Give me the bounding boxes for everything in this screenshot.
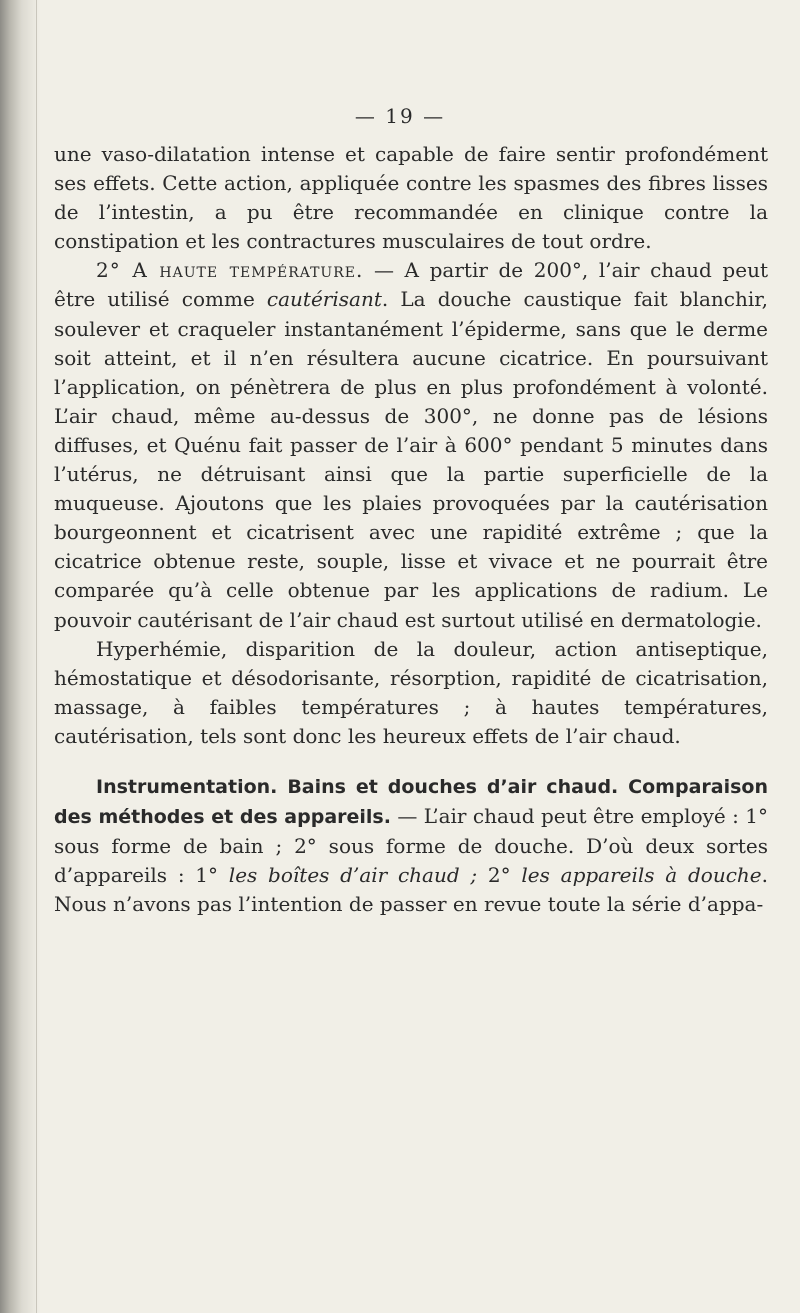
section-heading-instrumentation: Instrumentation. Bains et douches d’air chaud. Comparaison des méthodes et des appareils. bbox=[54, 775, 768, 829]
paragraph-4-italic-2: les appareils à douche bbox=[521, 863, 762, 888]
paragraph-3: Hyperhémie, disparition de la douleur, action antiseptique, hémostatique et désodorisante, résorption, rapidité de cicatrisation, massage, à faibles températures ; à hautes températures, cautérisation, tels sont donc les heureux effets de l’air chaud. bbox=[54, 636, 768, 748]
paragraph-2-text-a: — A partir de 200°, l’air chaud peut être utilisé comme bbox=[54, 258, 768, 312]
paragraph-1: une vaso-dilatation intense et capable de faire sentir profondément ses effets. Cette action, appliquée contre les spasmes des fibres lisses de l’intestin, a pu être recommandée en clinique contre la constipation et les contractures musculaires de tout ordre. bbox=[54, 142, 768, 254]
paragraph-2-text-b: . La douche caustique fait blanchir, soulever et craqueler instantanément l’épiderme, sans que le derme soit atteint, et il n’en résultera aucune cicatrice. En poursuivant l’application, on pénètrera de plus en plus profondément à volonté. L’air chaud, même au-dessus de 300°, ne donne pas de lésions diffuses, et Quénu fait passer de l’air à 600° pendant 5 minutes dans l’utérus, ne détruisant ainsi que la partie superficielle de la muqueuse. Ajoutons que les plaies provoquées par la cautérisation bourgeonnent et cicatrisent avec une rapidité extrême ; que la cicatrice obtenue reste, souple, lisse et vivace et ne pourrait être comparée qu’à celle obtenue par les applications de radium. Le pouvoir cautérisant de l’air chaud est surtout utilisé en dermatologie. bbox=[54, 287, 768, 632]
paragraph-4-text-a: — L’air chaud peut être employé : 1° sous forme de bain ; 2° sous forme de douche. D’où deux sortes d’appareils : 1° bbox=[54, 804, 768, 888]
paragraph-4 bbox=[54, 772, 768, 919]
paragraph-2-italic: cautérisant bbox=[266, 287, 382, 312]
paragraph-4-italic-1: les boîtes d’air chaud ; bbox=[228, 863, 478, 888]
paragraph-2 bbox=[54, 256, 768, 634]
page-number: — 19 — bbox=[354, 104, 446, 128]
section-heading-high-temperature: 2° A haute température. bbox=[96, 258, 364, 283]
binding-margin-line bbox=[36, 0, 37, 1313]
paragraph-4-text-b: 2° bbox=[477, 863, 522, 888]
paragraph-4-text-c: . Nous n’avons pas l’intention de passer en revue toute la série d’appa- bbox=[54, 863, 768, 917]
section-spacer bbox=[54, 751, 768, 772]
body-text bbox=[54, 140, 768, 919]
page-edge-shadow bbox=[0, 0, 40, 1313]
